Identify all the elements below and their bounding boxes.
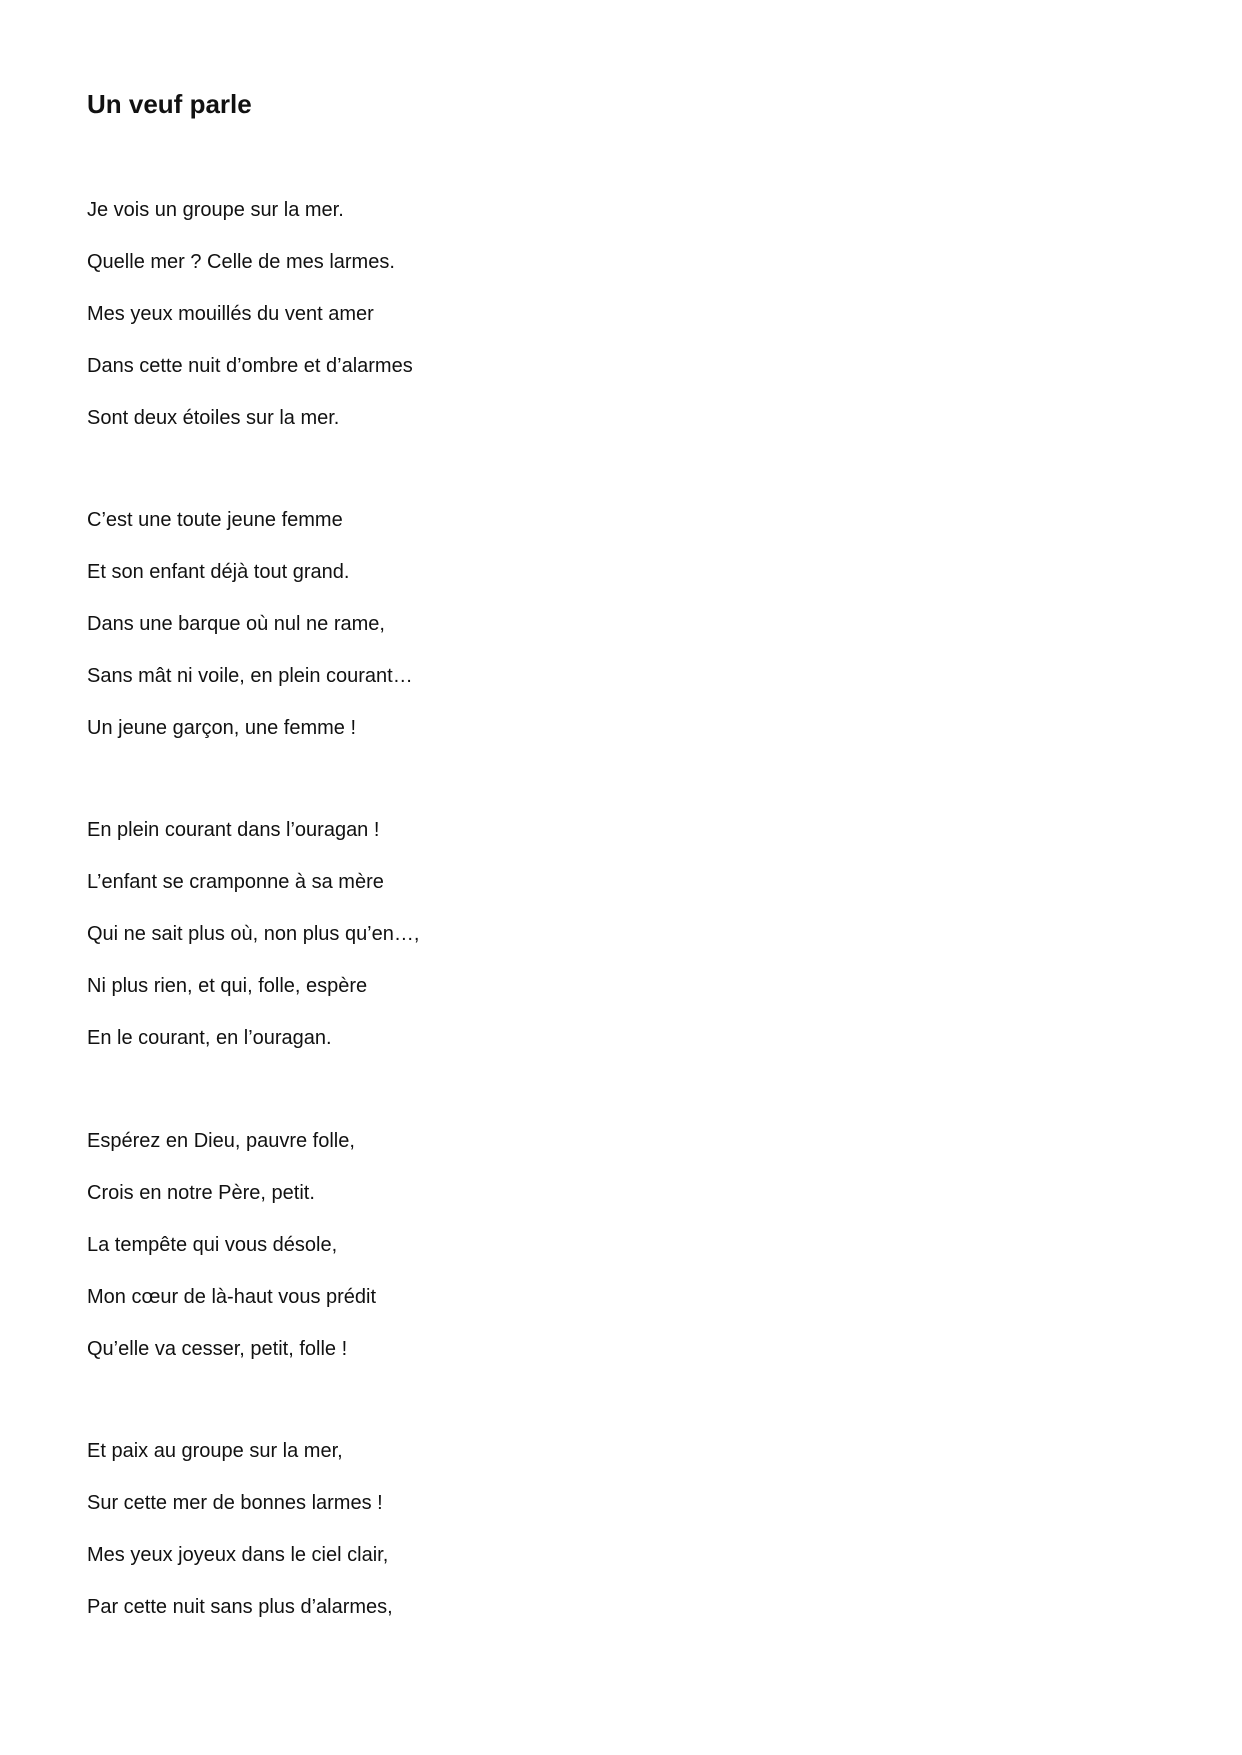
poem-line: Ni plus rien, et qui, folle, espère: [87, 975, 368, 997]
poem-line: C’est une toute jeune femme: [87, 509, 343, 531]
poem-line: Par cette nuit sans plus d’alarmes,: [87, 1596, 393, 1618]
poem-line: En le courant, en l’ouragan.: [87, 1027, 332, 1049]
poem-line: Dans cette nuit d’ombre et d’alarmes: [87, 355, 413, 377]
poem-line: Quelle mer ? Celle de mes larmes.: [87, 251, 395, 273]
poem-line: L’enfant se cramponne à sa mère: [87, 871, 384, 893]
poem-line: Mes yeux joyeux dans le ciel clair,: [87, 1544, 389, 1566]
poem-line: Mon cœur de là-haut vous prédit: [87, 1286, 377, 1308]
poem-line: Et son enfant déjà tout grand.: [87, 561, 350, 583]
poem-title: Un veuf parle: [87, 89, 252, 119]
poem-line: Qu’elle va cesser, petit, folle !: [87, 1338, 348, 1360]
poem-line: Espérez en Dieu, pauvre folle,: [87, 1130, 355, 1152]
poem-line: Sur cette mer de bonnes larmes !: [87, 1492, 383, 1514]
poem-line: Et paix au groupe sur la mer,: [87, 1440, 343, 1462]
poem-line: La tempête qui vous désole,: [87, 1234, 338, 1256]
poem-line: Crois en notre Père, petit.: [87, 1182, 315, 1204]
poem-line: Sans mât ni voile, en plein courant…: [87, 665, 413, 687]
poem-line: Mes yeux mouillés du vent amer: [87, 303, 374, 325]
poem-line: Sont deux étoiles sur la mer.: [87, 407, 340, 429]
poem-line: Je vois un groupe sur la mer.: [87, 199, 344, 221]
poem-line: Un jeune garçon, une femme !: [87, 717, 357, 739]
poem-line: En plein courant dans l’ouragan !: [87, 819, 380, 841]
poem-line: Dans une barque où nul ne rame,: [87, 613, 385, 635]
poem-line: Qui ne sait plus où, non plus qu’en…,: [87, 923, 420, 945]
